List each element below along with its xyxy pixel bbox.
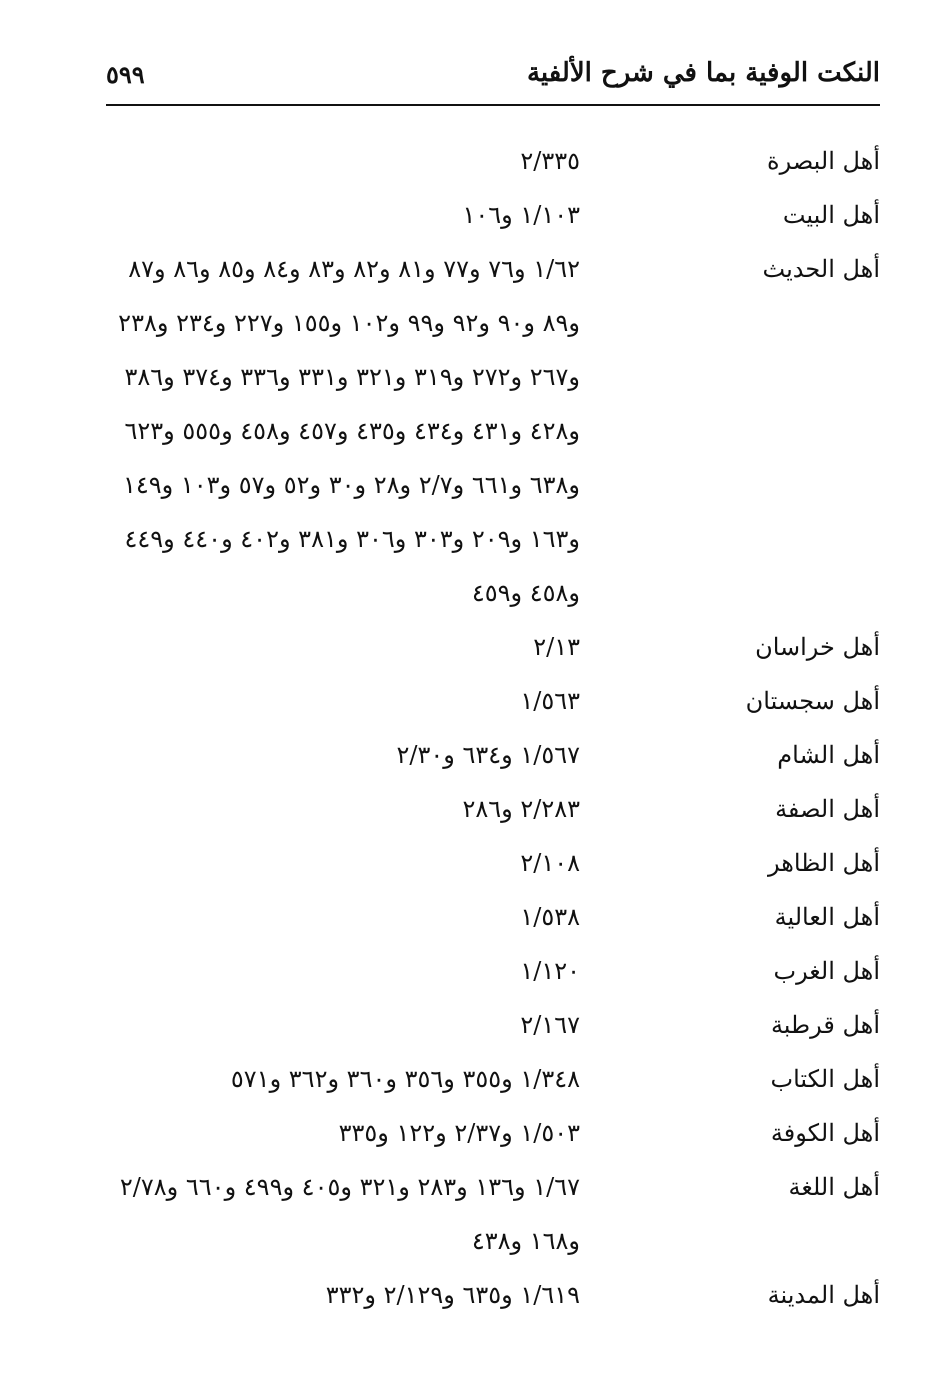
reference-line: ١/٦٢ و٧٦ و٧٧ و٨١ و٨٢ و٨٣ و٨٤ و٨٥ و٨٦ و٨٧ bbox=[128, 255, 580, 283]
index-term: أهل الكوفة bbox=[770, 1119, 880, 1147]
reference-line: ١/٦١٩ و٦٣٥ و٢/١٢٩ و٣٣٢ bbox=[325, 1281, 580, 1309]
book-title: النكت الوفية بما في شرح الألفية bbox=[526, 58, 880, 88]
index-references bbox=[106, 944, 580, 998]
index-entry bbox=[106, 1052, 880, 1106]
index-references bbox=[106, 242, 580, 620]
index-references bbox=[106, 674, 580, 728]
index-references bbox=[106, 782, 580, 836]
index-term: أهل قرطبة bbox=[770, 1011, 880, 1039]
index-entry bbox=[106, 134, 880, 188]
index-list bbox=[106, 134, 880, 1322]
index-entry bbox=[106, 944, 880, 998]
header-rule bbox=[106, 104, 880, 106]
reference-line: و١٦٣ و٢٠٩ و٣٠٣ و٣٠٦ و٣٨١ و٤٠٢ و٤٤٠ و٤٤٩ bbox=[124, 525, 580, 553]
reference-line: ٢/١٣ bbox=[533, 633, 580, 661]
index-term: أهل الحديث bbox=[762, 255, 880, 283]
index-term: أهل الصفة bbox=[775, 795, 880, 823]
reference-line: و٢٦٧ و٢٧٢ و٣١٩ و٣٢١ و٣٣١ و٣٣٦ و٣٧٤ و٣٨٦ bbox=[124, 363, 580, 391]
index-references bbox=[106, 1160, 580, 1268]
index-term: أهل الشام bbox=[777, 741, 880, 769]
index-references bbox=[106, 998, 580, 1052]
reference-line: ١/٥٦٧ و٦٣٤ و٢/٣٠ bbox=[396, 741, 580, 769]
reference-line: ٢/٢٨٣ و٢٨٦ bbox=[462, 795, 580, 823]
index-term: أهل الظاهر bbox=[767, 849, 880, 877]
index-entry bbox=[106, 782, 880, 836]
page-number: ٥٩٩ bbox=[106, 60, 145, 89]
reference-line: و٤٢٨ و٤٣١ و٤٣٤ و٤٣٥ و٤٥٧ و٤٥٨ و٥٥٥ و٦٢٣ bbox=[124, 417, 580, 445]
index-entry bbox=[106, 620, 880, 674]
reference-line: و٨٩ و٩٠ و٩٢ و٩٩ و١٠٢ و١٥٥ و٢٢٧ و٢٣٤ و٢٣٨ bbox=[118, 309, 580, 337]
index-entry bbox=[106, 1268, 880, 1322]
index-references bbox=[106, 890, 580, 944]
index-references bbox=[106, 620, 580, 674]
index-entry bbox=[106, 1160, 880, 1268]
index-references bbox=[106, 728, 580, 782]
index-term: أهل البيت bbox=[782, 201, 880, 229]
index-entry bbox=[106, 998, 880, 1052]
index-references bbox=[106, 836, 580, 890]
reference-line: ٢/١٠٨ bbox=[520, 849, 580, 877]
index-references bbox=[106, 134, 580, 188]
index-term: أهل خراسان bbox=[755, 633, 880, 661]
index-term: أهل اللغة bbox=[788, 1173, 880, 1201]
index-entry bbox=[106, 1106, 880, 1160]
running-header bbox=[106, 58, 880, 98]
reference-line: و٤٥٨ و٤٥٩ bbox=[471, 579, 580, 607]
index-entry bbox=[106, 728, 880, 782]
index-entry bbox=[106, 890, 880, 944]
index-references bbox=[106, 1268, 580, 1322]
index-term: أهل الكتاب bbox=[770, 1065, 880, 1093]
index-references bbox=[106, 1106, 580, 1160]
index-term: أهل العالية bbox=[774, 903, 880, 931]
index-term: أهل المدينة bbox=[767, 1281, 880, 1309]
reference-line: ١/٥٠٣ و٢/٣٧ و١٢٢ و٣٣٥ bbox=[338, 1119, 580, 1147]
index-term: أهل الغرب bbox=[773, 957, 880, 985]
index-term: أهل البصرة bbox=[767, 147, 880, 175]
index-entry bbox=[106, 674, 880, 728]
index-entry bbox=[106, 242, 880, 620]
reference-line: و٦٣٨ و٦٦١ و٢/٧ و٢٨ و٣٠ و٥٢ و٥٧ و١٠٣ و١٤٩ bbox=[122, 471, 580, 499]
index-entry bbox=[106, 188, 880, 242]
reference-line: ٢/١٦٧ bbox=[520, 1011, 580, 1039]
reference-line: ١/٥٣٨ bbox=[520, 903, 580, 931]
index-entry bbox=[106, 836, 880, 890]
reference-line: ١/٥٦٣ bbox=[520, 687, 580, 715]
index-references bbox=[106, 188, 580, 242]
index-term: أهل سجستان bbox=[745, 687, 880, 715]
reference-line: ١/١٢٠ bbox=[520, 957, 580, 985]
reference-line: ١/٣٤٨ و٣٥٥ و٣٥٦ و٣٦٠ و٣٦٢ و٥٧١ bbox=[230, 1065, 580, 1093]
index-references bbox=[106, 1052, 580, 1106]
reference-line: ٢/٣٣٥ bbox=[520, 147, 580, 175]
reference-line: ١/٦٧ و١٣٦ و٢٨٣ و٣٢١ و٤٠٥ و٤٩٩ و٦٦٠ و٢/٧٨ bbox=[119, 1173, 580, 1201]
reference-line: و١٦٨ و٤٣٨ bbox=[471, 1227, 580, 1255]
reference-line: ١/١٠٣ و١٠٦ bbox=[462, 201, 580, 229]
